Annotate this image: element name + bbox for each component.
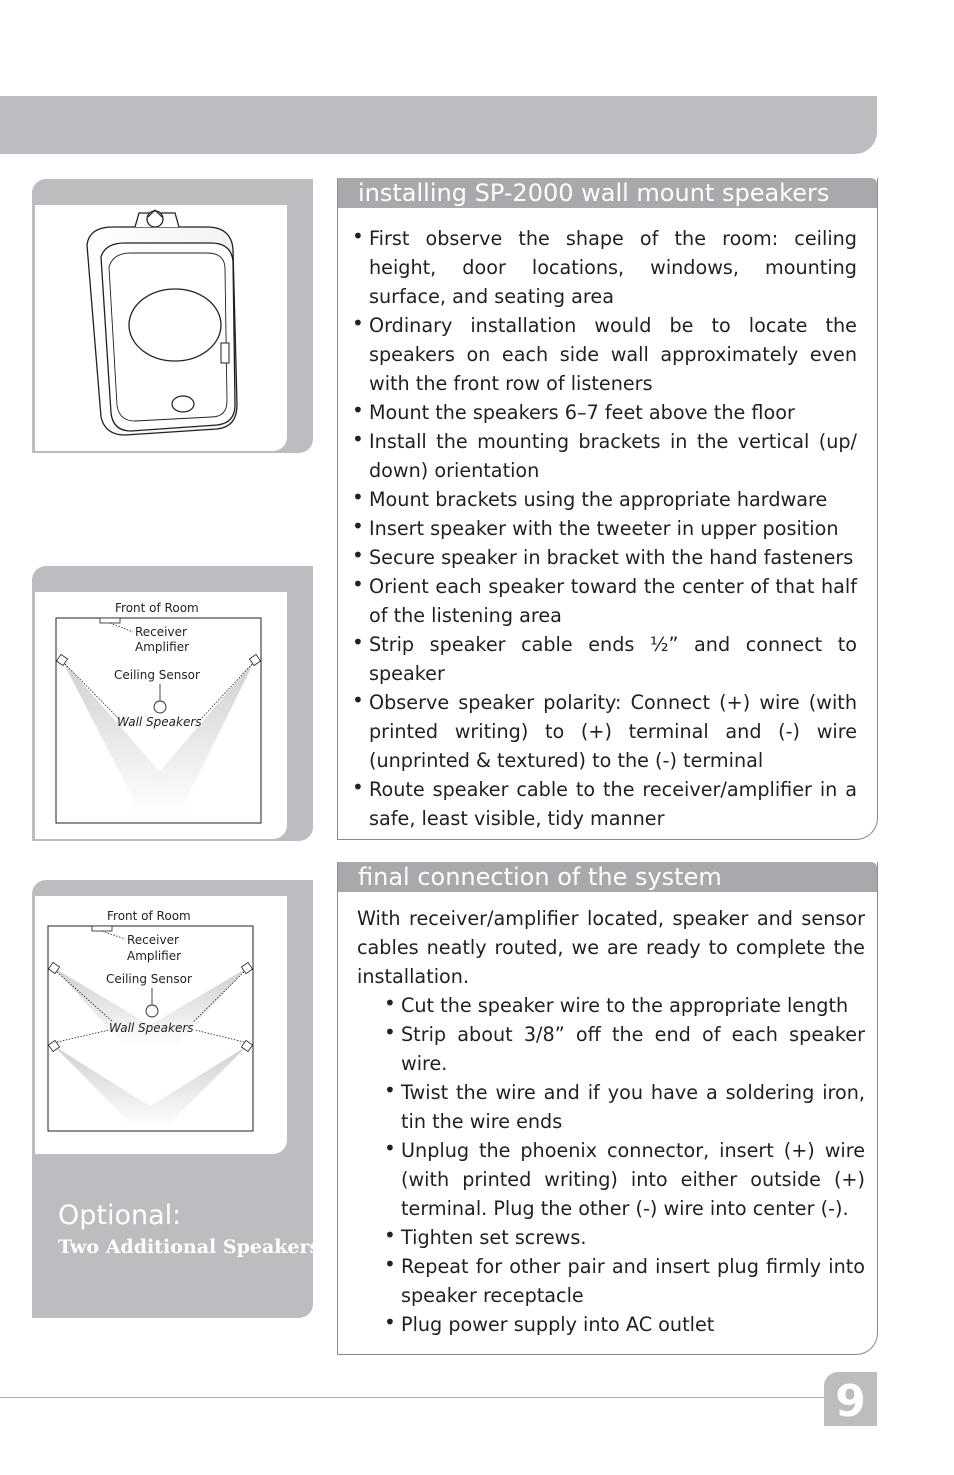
install-step: • Orient each speaker toward the center of that half of the listening area xyxy=(352,572,857,630)
final-step: • Repeat for other pair and insert plug firmly into speaker receptacle xyxy=(384,1252,865,1310)
front-of-room-label: Front of Room xyxy=(107,909,191,923)
ceiling-sensor-label: Ceiling Sensor xyxy=(106,972,192,986)
install-step: • Install the mounting brackets in the vertical (up/ down) orientation xyxy=(352,427,857,485)
install-step: • Observe speaker polarity: Connect (+) wire (with printed writing) to (+) terminal and (-) wire (unprinted & textured) to the (-) terminal xyxy=(352,688,857,775)
optional-subtitle: Two Additional Speakers xyxy=(58,1236,321,1258)
speaker-illustration-panel xyxy=(32,179,313,453)
wall-speakers-label: Wall Speakers xyxy=(117,715,202,729)
install-step: • Strip speaker cable ends ½” and connect to speaker xyxy=(352,630,857,688)
amplifier-label: Amplifier xyxy=(135,640,190,654)
install-step: • First observe the shape of the room: ceiling height, door locations, windows, mounting surface, and seating area xyxy=(352,224,857,311)
speaker-illustration xyxy=(35,205,287,451)
page-number: 9 xyxy=(824,1372,877,1426)
final-step: • Unplug the phoenix connector, insert (+) wire (with printed writing) into either outside (+) terminal. Plug the other (-) wire into center (-). xyxy=(384,1136,865,1223)
final-step: • Tighten set screws. xyxy=(384,1223,865,1252)
room-diagram-four-speakers xyxy=(35,896,287,1154)
install-step: • Route speaker cable to the receiver/amplifier in a safe, least visible, tidy manner xyxy=(352,775,857,833)
final-step: • Twist the wire and if you have a soldering iron, tin the wire ends xyxy=(384,1078,865,1136)
install-step: • Secure speaker in bracket with the hand fasteners xyxy=(352,543,857,572)
room-diagram xyxy=(35,592,287,839)
amplifier-label: Amplifier xyxy=(127,949,182,963)
install-step: • Mount brackets using the appropriate hardware xyxy=(352,485,857,514)
receiver-label: Receiver xyxy=(135,625,187,639)
install-steps-list xyxy=(352,224,857,833)
final-step: • Strip about 3/8” off the end of each speaker wire. xyxy=(384,1020,865,1078)
install-step: • Ordinary installation would be to locate the speakers on each side wall approximately even with the front row of listeners xyxy=(352,311,857,398)
final-connection-title: final connection of the system xyxy=(338,862,877,892)
final-steps-list xyxy=(384,991,865,1339)
install-section-title: installing SP-2000 wall mount speakers xyxy=(338,178,877,208)
install-step: • Insert speaker with the tweeter in upper position xyxy=(352,514,857,543)
final-step: • Cut the speaker wire to the appropriate length xyxy=(384,991,865,1020)
final-connection-section xyxy=(337,862,878,1355)
front-of-room-label: Front of Room xyxy=(115,601,199,615)
ceiling-sensor-label: Ceiling Sensor xyxy=(114,668,200,682)
header-band xyxy=(0,96,877,154)
receiver-label: Receiver xyxy=(127,933,179,947)
room-diagram-panel xyxy=(32,566,313,841)
install-section xyxy=(337,178,878,840)
optional-title: Optional: xyxy=(58,1200,182,1231)
final-step: • Plug power supply into AC outlet xyxy=(384,1310,865,1339)
final-connection-intro: With receiver/amplifier located, speaker and sensor cables neatly routed, we are ready to complete the installation. xyxy=(357,907,865,988)
footer-rule xyxy=(0,1397,824,1398)
install-step: • Mount the speakers 6–7 feet above the floor xyxy=(352,398,857,427)
wall-speakers-label: Wall Speakers xyxy=(109,1021,194,1035)
